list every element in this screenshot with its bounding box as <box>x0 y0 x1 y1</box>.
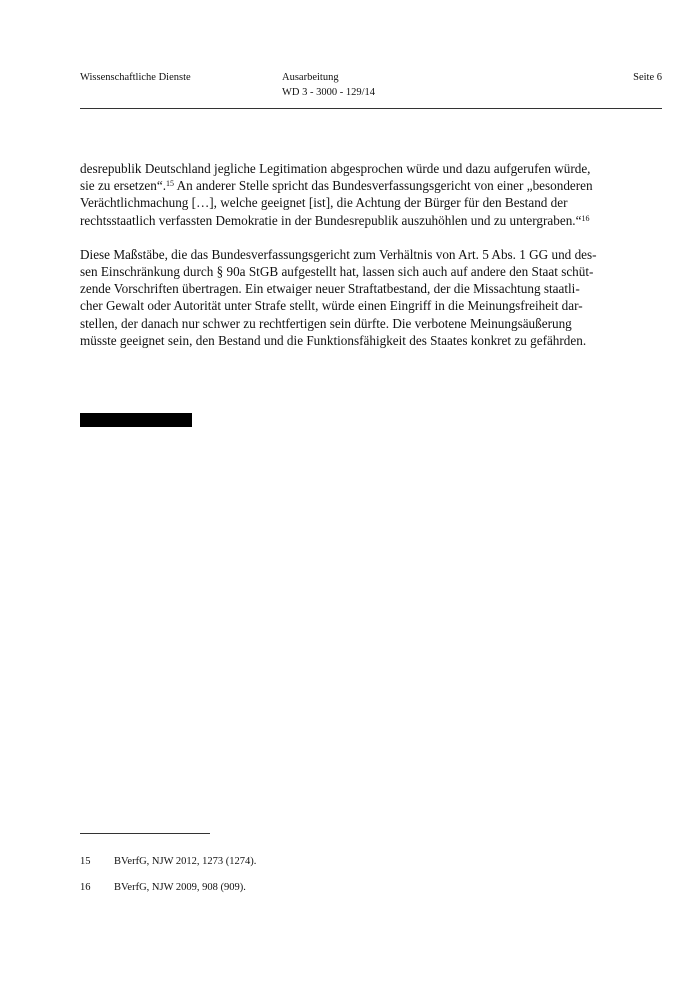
paragraph-1-line-2a: sie zu ersetzen“. <box>80 178 167 194</box>
paragraph-2-line-2: sen Einschränkung durch § 90a StGB aufgestellt hat, lassen sich auch auf andere den Staat schüt- <box>80 264 594 280</box>
paragraph-2-line-4: cher Gewalt oder Autorität unter Strafe stellt, würde einen Eingriff in die Meinungsfreiheit dar- <box>80 298 583 314</box>
organization-name: Wissenschaftliche Dienste <box>80 72 191 83</box>
page-number: Seite 6 <box>633 72 662 83</box>
footnotes <box>80 855 662 907</box>
paragraph-2-line-5: stellen, der danach nur schwer zu rechtfertigen sein dürfte. Die verbotene Meinungsäußerung <box>80 315 572 331</box>
paragraph-2 <box>80 246 662 349</box>
paragraph-1-line-2b: An anderer Stelle spricht das Bundesverfassungsgericht von einer „besonderen <box>174 178 593 194</box>
paragraph-2-line-1: Diese Maßstäbe, die das Bundesverfassungsgericht zum Verhältnis von Art. 5 Abs. 1 GG und des- <box>80 246 597 262</box>
footnote-divider <box>80 833 210 834</box>
footnote-item <box>80 881 662 895</box>
paragraph-1 <box>80 160 662 229</box>
paragraph-1-line-4: rechtsstaatlich verfassten Demokratie in der Bundesrepublik auszuhöhlen und zu untergraben.“ <box>80 212 582 228</box>
footnote-item <box>80 855 662 869</box>
paragraph-2-line-6: müsste geeignet sein, den Bestand und die Funktionsfähigkeit des Staates konkret zu gefährden. <box>80 332 587 348</box>
paragraph-1-line-1: desrepublik Deutschland jegliche Legitimation abgesprochen würde und dazu aufgerufen würde, <box>80 161 591 176</box>
page-header <box>80 70 662 108</box>
footnote-text: BVerfG, NJW 2009, 908 (909). <box>114 882 246 893</box>
paragraph-1-line-3: Verächtlichmachung […], welche geeignet [ist], die Achtung der Bürger für den Bestand der <box>80 195 568 211</box>
header-divider <box>80 108 662 109</box>
document-type: Ausarbeitung <box>282 72 339 83</box>
document-number: WD 3 - 3000 - 129/14 <box>282 87 376 98</box>
paragraph-2-line-3: zende Vorschriften übertragen. Ein etwaiger neuer Straftatbestand, der die Missachtung staatli- <box>80 281 580 297</box>
main-text <box>80 160 662 366</box>
footnote-ref-15[interactable]: 15 <box>166 179 175 189</box>
footnote-text: BVerfG, NJW 2012, 1273 (1274). <box>114 856 257 867</box>
footnote-number: 15 <box>80 856 91 867</box>
footnote-number: 16 <box>80 882 91 893</box>
document-info <box>282 70 375 100</box>
footnote-ref-16[interactable]: 16 <box>581 213 590 223</box>
redaction-bar <box>80 413 192 427</box>
